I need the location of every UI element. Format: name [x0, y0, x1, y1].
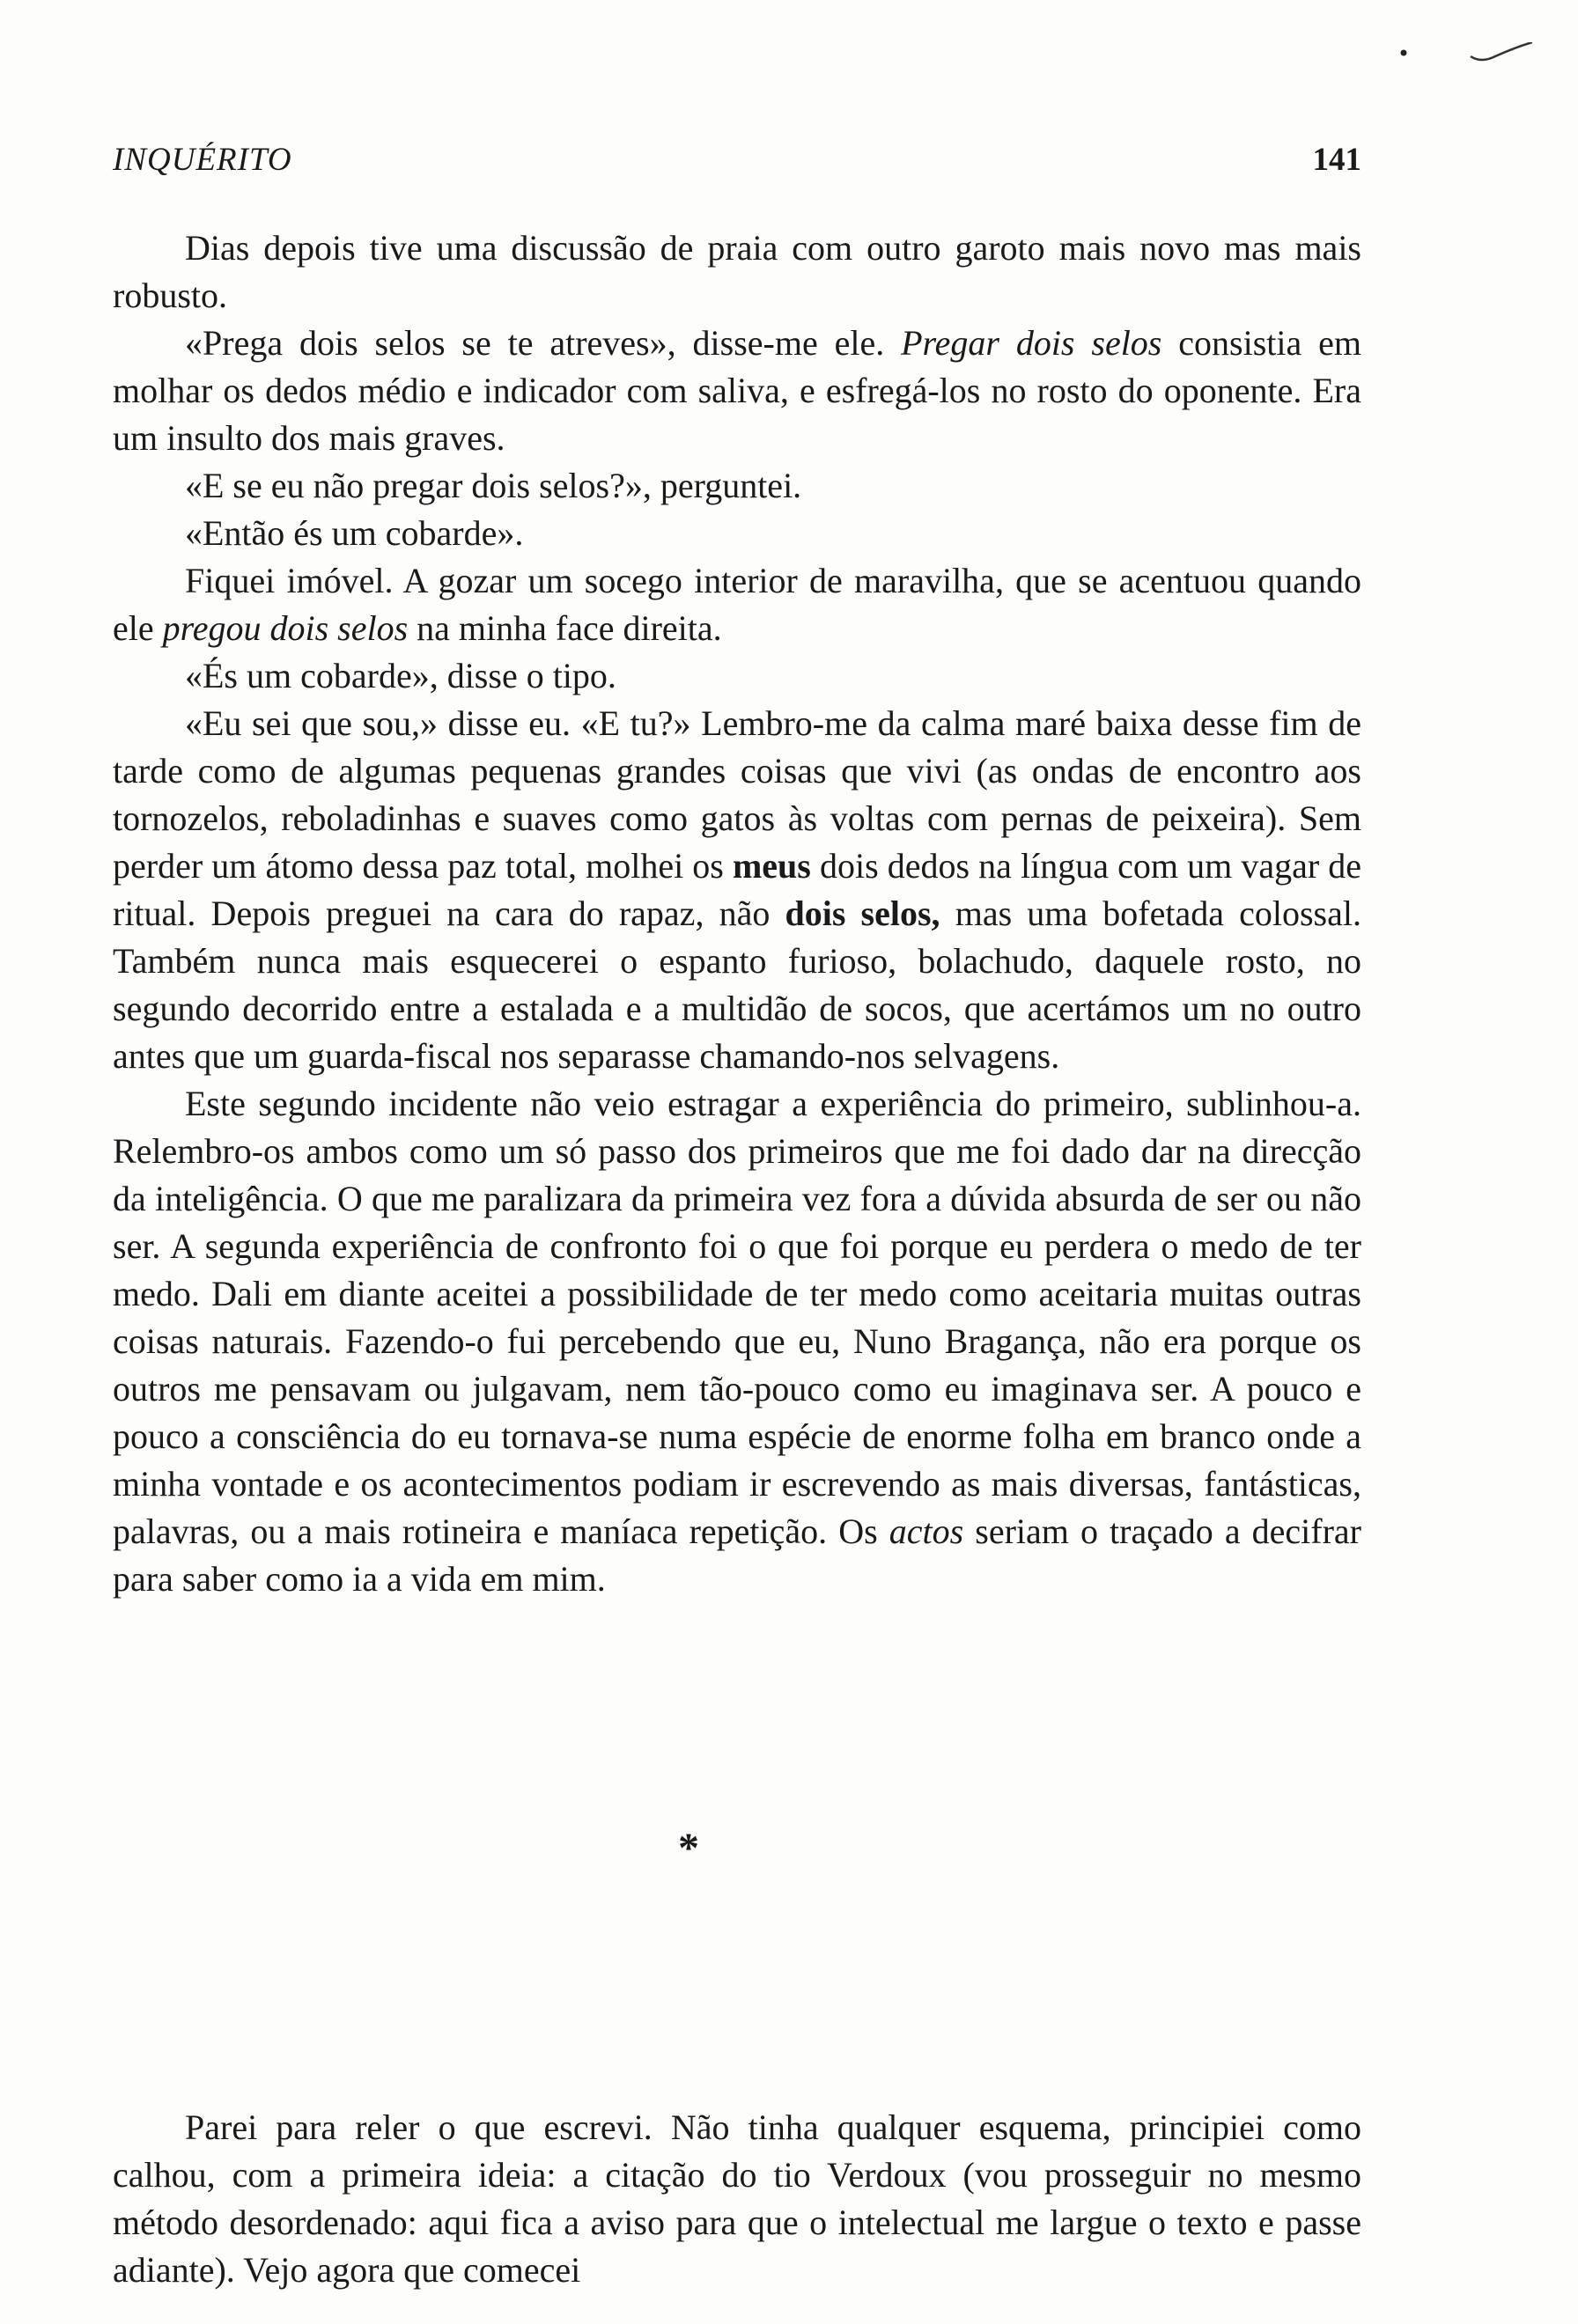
italic-text: actos: [889, 1511, 964, 1551]
text-run: «Prega dois selos se te atreves», disse-me ele.: [185, 323, 902, 363]
body-text-continued: [113, 2104, 1361, 2294]
page-header: [113, 141, 1361, 185]
running-title: INQUÉRITO: [113, 142, 292, 178]
paragraph: [113, 557, 1361, 652]
text-run: Dias depois tive uma discussão de praia com outro garoto mais novo mas mais robusto.: [113, 228, 1361, 315]
paragraph: [113, 700, 1361, 1080]
paragraph: [113, 510, 1361, 557]
text-run: «Então és um cobarde».: [185, 513, 524, 553]
text-run: mas uma bofetada colossal. Também nunca mais esquecerei o espanto furioso, bolachudo, daquele rosto, no segundo decorrido entre a estalada e a multidão de socos, que acertámos um no outro antes que um guarda-fiscal nos separasse chamando-nos selvagens.: [113, 894, 1361, 1076]
text-run: Fiquei imóvel. A gozar um socego interior de maravilha, que se acentuou quando ele: [113, 561, 1361, 648]
paragraph: [113, 2104, 1361, 2294]
bold-text: dois selos,: [785, 894, 940, 933]
italic-text: Pregar dois selos: [901, 323, 1162, 363]
section-separator: *: [678, 1825, 699, 1872]
paragraph: [113, 224, 1361, 320]
text-run: «E se eu não pregar dois selos?», perguntei.: [185, 466, 802, 505]
text-run: «És um cobarde», disse o tipo.: [185, 656, 616, 695]
pen-mark-icon: [1400, 42, 1541, 77]
paragraph: [113, 652, 1361, 700]
page-number: 141: [1312, 142, 1361, 178]
body-text: [113, 224, 1361, 1603]
bold-text: meus: [732, 846, 811, 886]
paragraph: [113, 462, 1361, 510]
text-run: seriam o traçado a decifrar para saber como ia a vida em mim.: [113, 1511, 1361, 1599]
text-run: consistia em molhar os dedos médio e indicador com saliva, e esfregá-los no rosto do oponente. Era um insulto dos mais graves.: [113, 323, 1362, 458]
text-run: Este segundo incidente não veio estragar a experiência do primeiro, sublinhou-a. Relembro-os ambos como um só passo dos primeiros que me foi dado dar na direcção da inteligência. O que me paralizara da primeira vez fora a dúvida absurda de ser ou não ser. A segunda experiência de confronto foi o que foi porque eu perdera o medo de ter medo. Dali em diante aceitei a possibilidade de ter medo como aceitaria muitas outras coisas naturais. Fazendo-o fui percebendo que eu, Nuno Bragança, não era porque os outros me pensavam ou julgavam, nem tão-pouco como eu imaginava ser. A pouco e pouco a consciência do eu tornava-se numa espécie de enorme folha em branco onde a minha vontade e os acontecimentos podiam ir escrevendo as mais diversas, fantásticas, palavras, ou a mais rotineira e maníaca repetição. Os: [113, 1084, 1361, 1551]
italic-text: pregou dois selos: [162, 608, 409, 648]
text-run: «Eu sei que sou,» disse eu. «E tu?» Lembro-me da calma maré baixa desse fim de tarde como de algumas pequenas grandes coisas que vivi (as ondas de encontro aos tornozelos, reboladinhas e suaves como gatos às voltas com pernas de peixeira). Sem perder um átomo dessa paz total, molhei os: [113, 703, 1361, 886]
paragraph: [113, 320, 1361, 462]
text-run: na minha face direita.: [408, 608, 722, 648]
paragraph: [113, 1080, 1361, 1603]
text-run: Parei para reler o que escrevi. Não tinha qualquer esquema, principiei como calhou, com a primeira ideia: a citação do tio Verdoux (vou prosseguir no mesmo método desordenado: aqui fica a aviso para que o intelectual me largue o texto e passe adiante). Vejo agora que comecei: [113, 2107, 1361, 2290]
text-run: dois dedos na língua com um vagar de ritual. Depois preguei na cara do rapaz, não: [113, 846, 1361, 933]
